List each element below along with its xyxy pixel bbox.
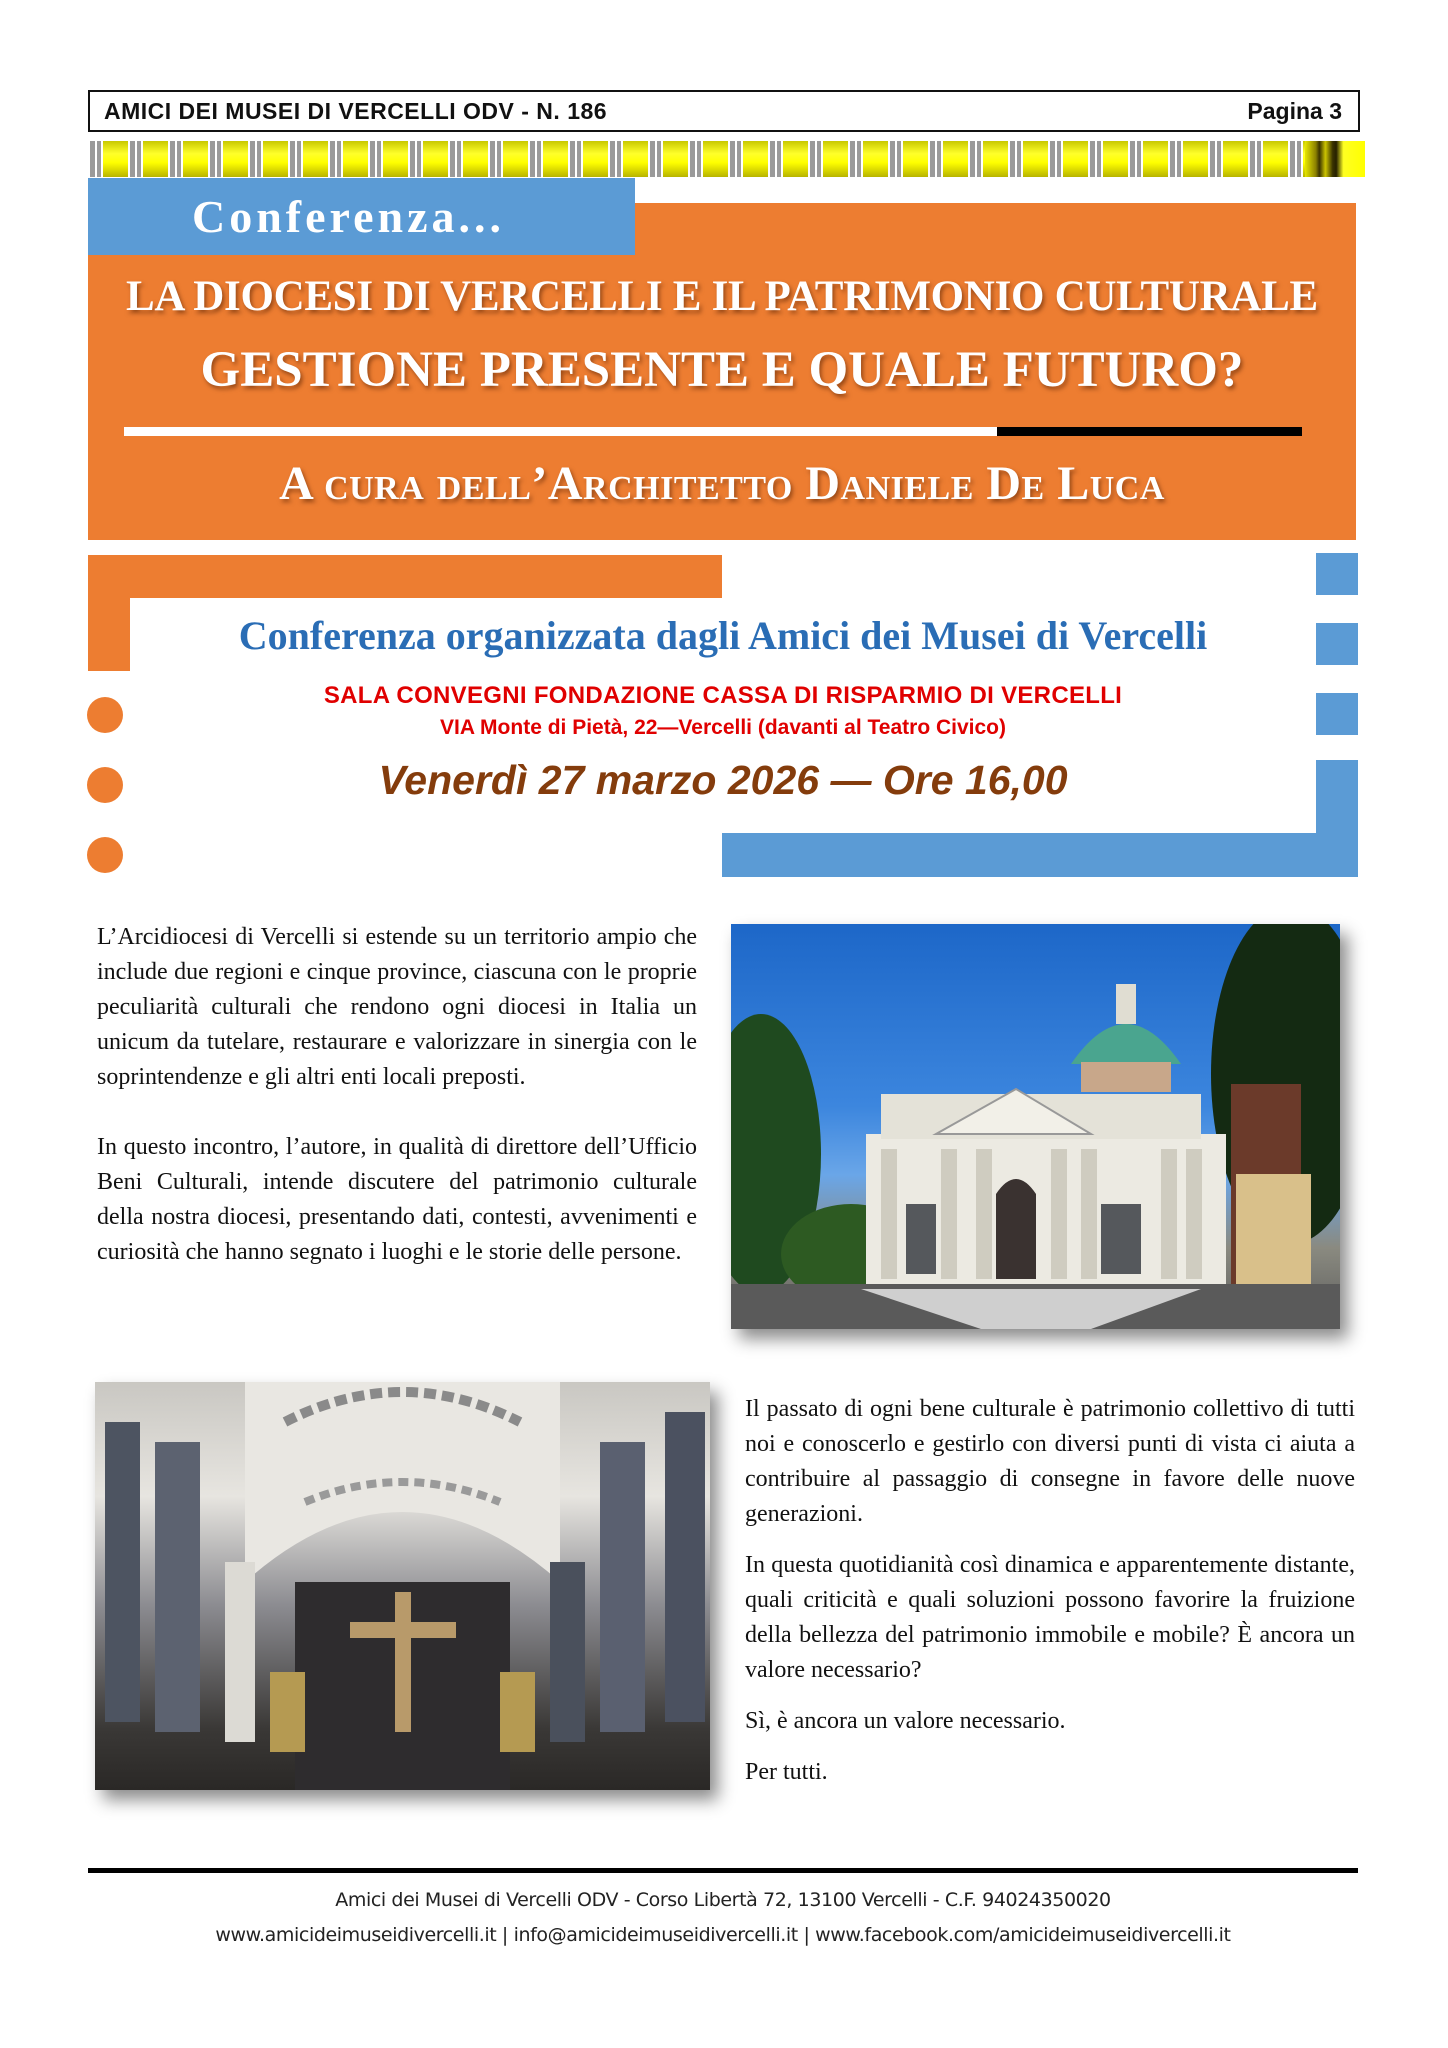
article-left-column bbox=[97, 920, 697, 1270]
filmstrip-cell bbox=[1143, 141, 1168, 177]
filmstrip-cell bbox=[303, 141, 328, 177]
filmstrip-cell bbox=[743, 141, 768, 177]
filmstrip-cell bbox=[143, 141, 168, 177]
cathedral-exterior-photo bbox=[731, 924, 1340, 1329]
blue-bracket-bottom bbox=[722, 833, 1358, 877]
conference-tab-label: Conferenza... bbox=[88, 178, 635, 255]
cathedral-interior-illustration bbox=[95, 1382, 710, 1790]
orange-dot-1 bbox=[87, 697, 123, 733]
page-number: Pagina 3 bbox=[1247, 97, 1342, 124]
cathedral-interior-photo bbox=[95, 1382, 710, 1790]
blue-square-2 bbox=[1316, 623, 1358, 665]
article-paragraph: Sì, è ancora un valore necessario. bbox=[745, 1708, 1066, 1734]
filmstrip-cell bbox=[703, 141, 728, 177]
article-right-column bbox=[745, 1392, 1355, 1806]
filmstrip-cell bbox=[863, 141, 888, 177]
filmstrip-cell bbox=[583, 141, 608, 177]
article-paragraph: Il passato di ogni bene culturale è patrimonio collettivo di tutti noi e conoscerlo e gestirlo con diversi punti di vista ci aiuta a contribuire al passaggio di consegne in favore delle nuove generazioni. bbox=[745, 1396, 1355, 1527]
blue-square-3 bbox=[1316, 693, 1358, 735]
banner-title-line2: GESTIONE PRESENTE E QUALE FUTURO? bbox=[200, 342, 1244, 398]
event-datetime: Venerdì 27 marzo 2026 — Ore 16,00 bbox=[378, 757, 1068, 803]
filmstrip-cell bbox=[823, 141, 848, 177]
filmstrip-cell bbox=[1103, 141, 1128, 177]
filmstrip-cell bbox=[1183, 141, 1208, 177]
filmstrip-cell bbox=[1263, 141, 1288, 177]
filmstrip-cell bbox=[1223, 141, 1248, 177]
article-paragraph: Per tutti. bbox=[745, 1759, 828, 1785]
page-header bbox=[88, 90, 1360, 132]
article-paragraph: L’Arcidiocesi di Vercelli si estende su un territorio ampio che include due regioni e cinque province, ciascuna con le proprie peculiarità culturali che rendono ogni diocesi in Italia un unicum da tutelare, restaurare e valorizzare in sinergia con le soprintendenze e gli altri enti locali preposti. bbox=[97, 924, 697, 1090]
publication-title: AMICI DEI MUSEI DI VERCELLI ODV - N. 186 bbox=[104, 97, 608, 124]
filmstrip-cell bbox=[263, 141, 288, 177]
banner-curator: A cura dell’Architetto Daniele De Luca bbox=[279, 457, 1165, 510]
filmstrip-cell bbox=[503, 141, 528, 177]
filmstrip-cell bbox=[983, 141, 1008, 177]
filmstrip-cell bbox=[463, 141, 488, 177]
filmstrip-cell bbox=[183, 141, 208, 177]
filmstrip-divider bbox=[88, 141, 1365, 177]
event-organizer: Conferenza organizzata dagli Amici dei Musei di Vercelli bbox=[238, 613, 1208, 658]
orange-bracket-left bbox=[88, 555, 130, 671]
filmstrip-cell bbox=[943, 141, 968, 177]
filmstrip-cell bbox=[1063, 141, 1088, 177]
filmstrip-cell bbox=[103, 141, 128, 177]
article-paragraph: In questa quotidianità così dinamica e apparentemente distante, quali criticità e quali soluzioni possono favorire la fruizione della bellezza del patrimonio immobile e mobile? È ancora un valore necessario? bbox=[745, 1552, 1355, 1683]
blue-square-1 bbox=[1316, 553, 1358, 595]
banner-rule-black bbox=[997, 427, 1302, 436]
banner-title-line1: LA DIOCESI DI VERCELLI E IL PATRIMONIO CULTURALE bbox=[126, 273, 1318, 320]
filmstrip-cell bbox=[623, 141, 648, 177]
footer-rule bbox=[88, 1868, 1358, 1873]
filmstrip-cell bbox=[423, 141, 448, 177]
filmstrip-end bbox=[1305, 141, 1365, 177]
filmstrip-cell bbox=[1023, 141, 1048, 177]
orange-dot-3 bbox=[87, 837, 123, 873]
event-venue: SALA CONVEGNI FONDAZIONE CASSA DI RISPARMIO DI VERCELLI bbox=[323, 682, 1123, 709]
filmstrip-cell bbox=[783, 141, 808, 177]
article-paragraph: In questo incontro, l’autore, in qualità di direttore dell’Ufficio Beni Culturali, intende discutere del patrimonio culturale della nostra diocesi, presentando dati, contesti, avvenimenti e curiosità che hanno segnato i luoghi e le storie delle persone. bbox=[97, 1134, 697, 1265]
cathedral-exterior-illustration bbox=[731, 924, 1340, 1329]
filmstrip-cell bbox=[663, 141, 688, 177]
filmstrip-cell bbox=[903, 141, 928, 177]
orange-bracket-top bbox=[88, 555, 722, 598]
filmstrip-cell bbox=[543, 141, 568, 177]
banner-rule-white bbox=[124, 427, 997, 436]
filmstrip-cell bbox=[383, 141, 408, 177]
orange-dot-2 bbox=[87, 767, 123, 803]
filmstrip-cell bbox=[343, 141, 368, 177]
footer-address: Amici dei Musei di Vercelli ODV - Corso Libertà 72, 13100 Vercelli - C.F. 94024350020 bbox=[335, 1889, 1111, 1911]
event-address: VIA Monte di Pietà, 22—Vercelli (davanti al Teatro Civico) bbox=[440, 716, 1006, 739]
filmstrip-cell bbox=[223, 141, 248, 177]
footer-links[interactable]: www.amicideimuseidivercelli.it | info@amicideimuseidivercelli.it | www.facebook.com/amicideimuseidivercelli.it bbox=[215, 1924, 1231, 1946]
